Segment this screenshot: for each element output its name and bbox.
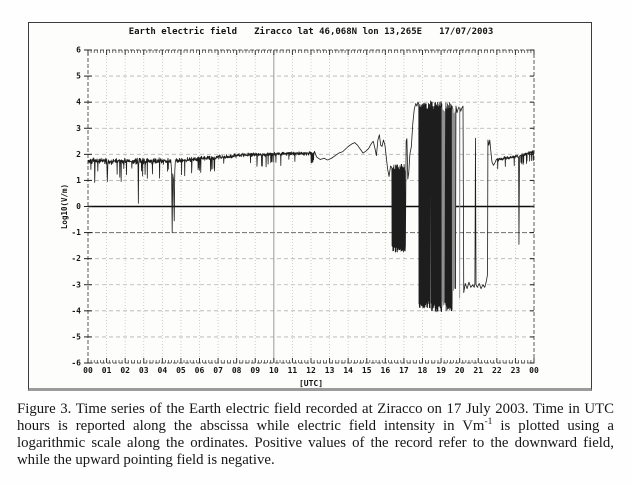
x-tick-label: 09 — [250, 366, 261, 375]
x-tick-label: 02 — [120, 366, 130, 375]
x-tick-label: 04 — [157, 366, 168, 375]
chart-canvas — [29, 23, 591, 388]
figure-panel — [28, 22, 592, 391]
trace-light — [459, 107, 460, 298]
x-tick-label: 19 — [436, 366, 446, 375]
x-tick-label: 01 — [101, 366, 112, 375]
y-tick-label: -2 — [71, 254, 81, 264]
x-tick-label: 06 — [194, 366, 205, 375]
x-tick-label: 22 — [492, 366, 502, 375]
y-tick-label: 6 — [76, 45, 81, 55]
x-tick-label: 07 — [213, 366, 223, 375]
chart-title-station: Ziracco lat 46,068N lon 13,265E — [254, 27, 423, 37]
trace-dark — [445, 102, 452, 310]
caption-part1: Figure 3. Time series of the Earth electric field recorded at Ziracco on 17 July 2003. Time in UTC hours is reported along the abscissa while electric field intensity in Vm — [17, 401, 614, 434]
x-tick-label: 11 — [287, 366, 298, 375]
axes — [84, 50, 534, 363]
y-tick-label: -4 — [71, 306, 81, 316]
y-tick-label: -5 — [71, 332, 81, 342]
x-tick-label: 14 — [343, 366, 353, 375]
figure-caption — [17, 401, 614, 469]
x-tick-label: 15 — [361, 366, 372, 375]
x-tick-label: 05 — [176, 366, 186, 375]
x-tick-label: 16 — [380, 366, 391, 375]
trace-dark — [455, 106, 459, 289]
chart-title-name: Earth electric field — [128, 27, 238, 37]
y-tick-label: 4 — [76, 97, 81, 107]
trace-light — [452, 109, 455, 303]
y-tick-label: -6 — [71, 358, 81, 368]
y-axis-label: Log10(V/m) — [60, 183, 69, 230]
x-tick-label: 23 — [510, 366, 521, 375]
x-tick-label: 12 — [306, 366, 316, 375]
x-tick-label: 21 — [473, 366, 484, 375]
trace-light — [442, 108, 445, 307]
y-tick-label: 1 — [76, 175, 81, 185]
x-tick-label: 10 — [269, 366, 279, 375]
x-tick-label: 03 — [138, 366, 149, 375]
y-tick-label: 0 — [76, 202, 81, 211]
y-tick-label: -3 — [71, 280, 81, 290]
chart-title-date: 17/07/2003 — [439, 27, 494, 37]
x-tick-label: 13 — [324, 366, 335, 375]
y-tick-label: -1 — [71, 228, 81, 238]
x-tick-label: 00 — [83, 366, 93, 375]
x-tick-label: 00 — [529, 366, 539, 375]
caption-superscript: -1 — [484, 417, 493, 428]
y-tick-label: 5 — [76, 71, 81, 81]
x-axis-label: [UTC] — [298, 379, 324, 388]
caption-part2: is plotted using a logarithmic scale along the ordinates. Positive values of the record refer to the downward field, while the upward pointing field is negative. — [17, 418, 614, 468]
y-tick-label: 3 — [76, 123, 81, 133]
y-tick-label: 2 — [76, 149, 81, 159]
x-tick-label: 08 — [231, 366, 242, 375]
x-tick-label: 18 — [417, 366, 428, 375]
x-tick-label: 20 — [454, 366, 465, 375]
chart-title — [88, 27, 534, 37]
x-tick-label: 17 — [399, 366, 409, 375]
